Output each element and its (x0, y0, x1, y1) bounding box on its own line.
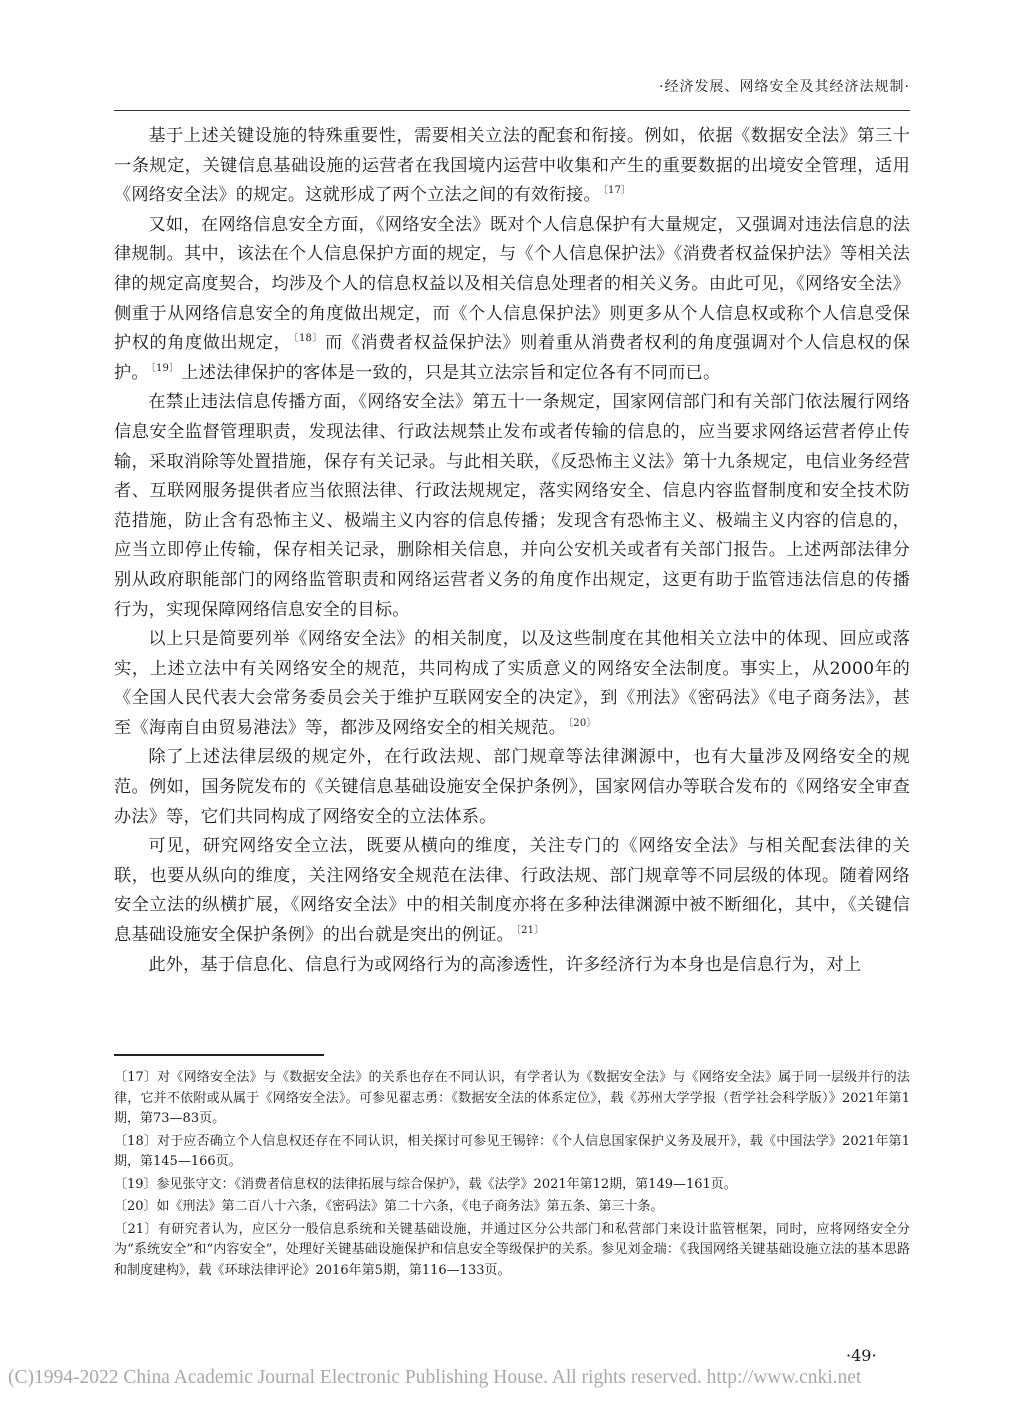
footnote-19: 〔19〕参见张守文：《消费者信息权的法律拓展与综合保护》，载《法学》2021年第12期，第149—161页。 (114, 1176, 737, 1192)
paragraph-5 (114, 743, 910, 832)
copyright-watermark: (C)1994-2022 China Academic Journal Electronic Publishing House. All rights reserved. http://www.cnki.net (8, 1367, 862, 1388)
paragraph-4 (114, 625, 910, 743)
paragraph-text: 又如，在网络信息安全方面，《网络安全法》既对个人信息保护有大量规定，又强调对违法信息的法律规制。其中，该法在个人信息保护方面的规定，与《个人信息保护法》《消费者权益保护法》等相关法律的规定高度契合，均涉及个人的信息权益以及相关信息处理者的相关义务。由此可见，《网络安全法》侧重于从网络信息安全的角度做出规定，而《个人信息保护法》则更多从个人信息权或称个人信息受保护权的角度做出规定， (114, 214, 910, 354)
footnote-ref-18[interactable]: 〔18〕 (293, 333, 323, 345)
paragraph-text: 而《消费者权益保护法》则着重从消费者权利的角度强调对个人信息权的保护。 (114, 333, 910, 383)
footnote-ref-19[interactable]: 〔19〕 (150, 363, 180, 375)
footnote-ref-20[interactable]: 〔20〕 (568, 718, 597, 730)
footnote-rule (114, 1054, 324, 1056)
paragraph-text: 基于上述关键设施的特殊重要性，需要相关立法的配套和衔接。例如，依据《数据安全法》第三十一条规定，关键信息基础设施的运营者在我国境内运营中收集和产生的重要数据的出境安全管理，适用《网络安全法》的规定。这就形成了两个立法之间的有效衔接。 (114, 126, 910, 206)
running-header: ·经济发展、网络安全及其经济法规制· (659, 79, 910, 95)
paragraph-text: 可见，研究网络安全立法，既要从横向的维度，关注专门的《网络安全法》与相关配套法律的关联，也要从纵向的维度，关注网络安全规范在法律、行政法规、部门规章等不同层级的体现。随着网络安全立法的纵横扩展，《网络安全法》中的相关制度亦将在多种法律渊源中被不断细化，其中，《关键信息基础设施安全保护条例》的出台就是突出的例证。 (114, 836, 910, 946)
header-rule (114, 110, 910, 111)
footnote-ref-21[interactable]: 〔21〕 (515, 925, 545, 937)
paragraph-text: 上述法律保护的客体是一致的，只是其立法宗旨和定位各有不同而已。 (181, 362, 721, 383)
paragraph-text: 除了上述法律层级的规定外，在行政法规、部门规章等法律渊源中，也有大量涉及网络安全的规范。例如，国务院发布的《关键信息基础设施安全保护条例》，国家网信办等联合发布的《网络安全审查办法》等，它们共同构成了网络安全的立法体系。 (114, 747, 910, 827)
footnote-ref-17[interactable]: 〔17〕 (602, 185, 632, 197)
footnote-21: 〔21〕有研究者认为，应区分一般信息系统和关键基础设施，并通过区分公共部门和私营部门来设计监管框架，同时，应将网络安全分为“系统安全”和“内容安全”，处理好关键基础设施保护和信息安全等级保护的关系。参见刘金瑞：《我国网络关键基础设施立法的基本思路和制度建构》，载《环球法律评论》2016年第5期，第116—133页。 (114, 1221, 910, 1278)
page-number: ·49· (846, 1346, 877, 1365)
footnotes (114, 1068, 910, 1283)
paragraph-1 (114, 122, 910, 211)
footnote-20: 〔20〕如《刑法》第二百八十六条，《密码法》第二十六条，《电子商务法》第五条、第三十条。 (114, 1199, 664, 1214)
body-text (114, 122, 910, 980)
paragraph-text: 以上只是简要列举《网络安全法》的相关制度，以及这些制度在其他相关立法中的体现、回应或落实，上述立法中有关网络安全的规范，共同构成了实质意义的网络安全法制度。事实上，从2000年的《全国人民代表大会常务委员会关于维护互联网安全的决定》，到《刑法》《密码法》《电子商务法》，甚至《海南自由贸易港法》等，都涉及网络安全的相关规范。 (114, 629, 910, 738)
footnote-17: 〔17〕对《网络安全法》与《数据安全法》的关系也存在不同认识，有学者认为《数据安全法》与《网络安全法》属于同一层级并行的法律，它并不依附或从属于《网络安全法》。可参见翟志勇：《数据安全法的体系定位》，载《苏州大学学报（哲学社会科学版）》2021年第1期，第73—83页。 (114, 1070, 910, 1126)
paragraph-3 (114, 388, 910, 625)
paragraph-6 (114, 832, 910, 950)
paragraph-text: 此外，基于信息化、信息行为或网络行为的高渗透性，许多经济行为本身也是信息行为，对上 (148, 954, 862, 975)
footnote-18: 〔18〕对于应否确立个人信息权还存在不同认识，相关探讨可参见王锡锌：《个人信息国家保护义务及展开》，载《中国法学》2021年第1期，第145—166页。 (114, 1133, 910, 1169)
paragraph-7 (114, 951, 910, 981)
paragraph-text: 在禁止违法信息传播方面，《网络安全法》第五十一条规定，国家网信部门和有关部门依法履行网络信息安全监督管理职责，发现法律、行政法规禁止发布或者传输的信息的，应当要求网络运营者停止传输，采取消除等处置措施，保存有关记录。与此相关联，《反恐怖主义法》第十九条规定，电信业务经营者、互联网服务提供者应当依照法律、行政法规规定，落实网络安全、信息内容监督制度和安全技术防范措施，防止含有恐怖主义、极端主义内容的信息传播；发现含有恐怖主义、极端主义内容的信息的，应当立即停止传输，保存相关记录，删除相关信息，并向公安机关或者有关部门报告。上述两部法律分别从政府职能部门的网络监管职责和网络运营者义务的角度作出规定，这更有助于监管违法信息的传播行为，实现保障网络信息安全的目标。 (114, 392, 910, 620)
paragraph-2 (114, 211, 910, 389)
